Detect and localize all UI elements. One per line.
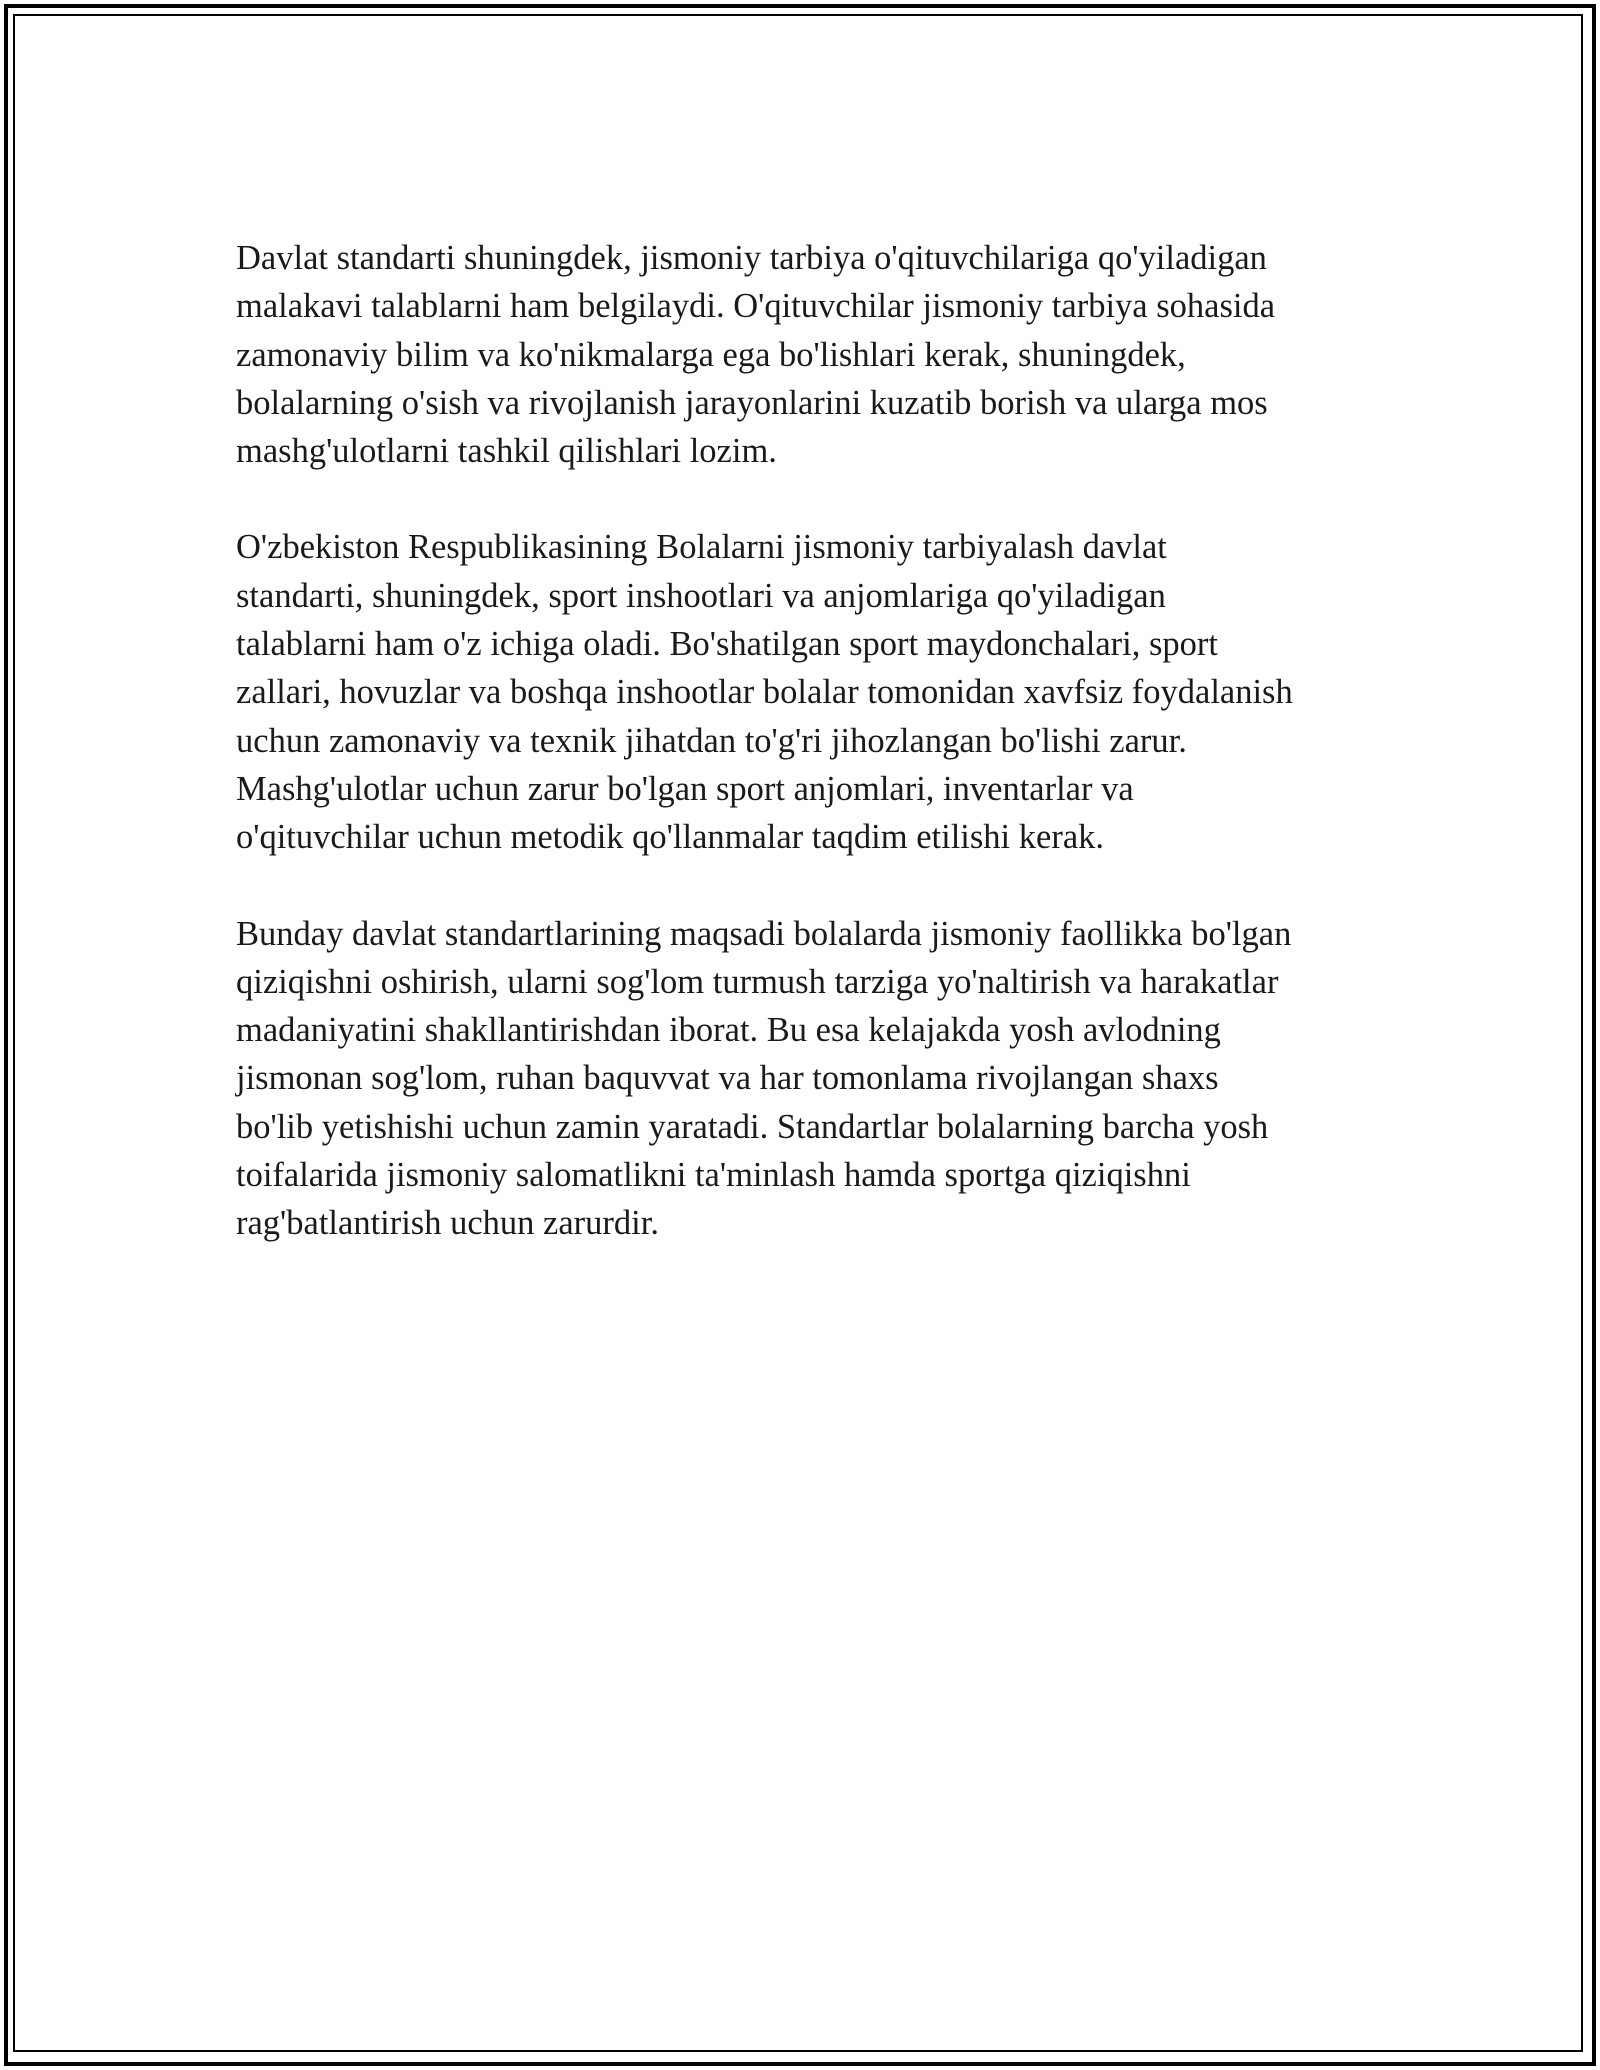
text-line: qiziqishni oshirish, ularni sog'lom turmush tarziga yo'naltirish va harakatlar	[236, 962, 1279, 1001]
text-line: rag'batlantirish uchun zarurdir.	[236, 1204, 659, 1243]
text-line: jismonan sog'lom, ruhan baquvvat va har tomonlama rivojlangan shaxs	[236, 1059, 1219, 1098]
text-line: bolalarning o'sish va rivojlanish jarayonlarini kuzatib borish va ularga mos	[236, 383, 1268, 422]
paragraph-1	[236, 234, 1386, 475]
text-line: madaniyatini shakllantirishdan iborat. Bu esa kelajakda yosh avlodning	[236, 1011, 1221, 1050]
text-line: malakavi talablarni ham belgilaydi. O'qituvchilar jismoniy tarbiya sohasida	[236, 287, 1276, 326]
text-line: zamonaviy bilim va ko'nikmalarga ega bo'lishlari kerak, shuningdek,	[236, 335, 1186, 374]
text-line: mashg'ulotlarni tashkil qilishlari lozim.	[236, 432, 777, 471]
paragraph-2	[236, 523, 1386, 861]
text-line: o'qituvchilar uchun metodik qo'llanmalar taqdim etilishi kerak.	[236, 818, 1105, 857]
paragraph-3	[236, 910, 1386, 1248]
text-line: O'zbekiston Respublikasining Bolalarni jismoniy tarbiyalash davlat	[236, 528, 1167, 567]
text-line: toifalarida jismoniy salomatlikni ta'minlash hamda sportga qiziqishni	[236, 1156, 1191, 1195]
text-line: uchun zamonaviy va texnik jihatdan to'g'ri jihozlangan bo'lishi zarur.	[236, 721, 1187, 760]
text-line: bo'lib yetishishi uchun zamin yaratadi. Standartlar bolalarning barcha yosh	[236, 1107, 1269, 1146]
text-line: Davlat standarti shuningdek, jismoniy tarbiya o'qituvchilariga qo'yiladigan	[236, 239, 1267, 277]
text-line: standarti, shuningdek, sport inshootlari va anjomlariga qo'yiladigan	[236, 576, 1166, 615]
text-line: Mashg'ulotlar uchun zarur bo'lgan sport anjomlari, inventarlar va	[236, 769, 1134, 808]
document-body	[236, 234, 1386, 1296]
text-line: talablarni ham o'z ichiga oladi. Bo'shatilgan sport maydonchalari, sport	[236, 625, 1219, 664]
text-line: Bunday davlat standartlarining maqsadi bolalarda jismoniy faollikka bo'lgan	[236, 914, 1292, 953]
text-line: zallari, hovuzlar va boshqa inshootlar bolalar tomonidan xavfsiz foydalanish	[236, 673, 1293, 712]
